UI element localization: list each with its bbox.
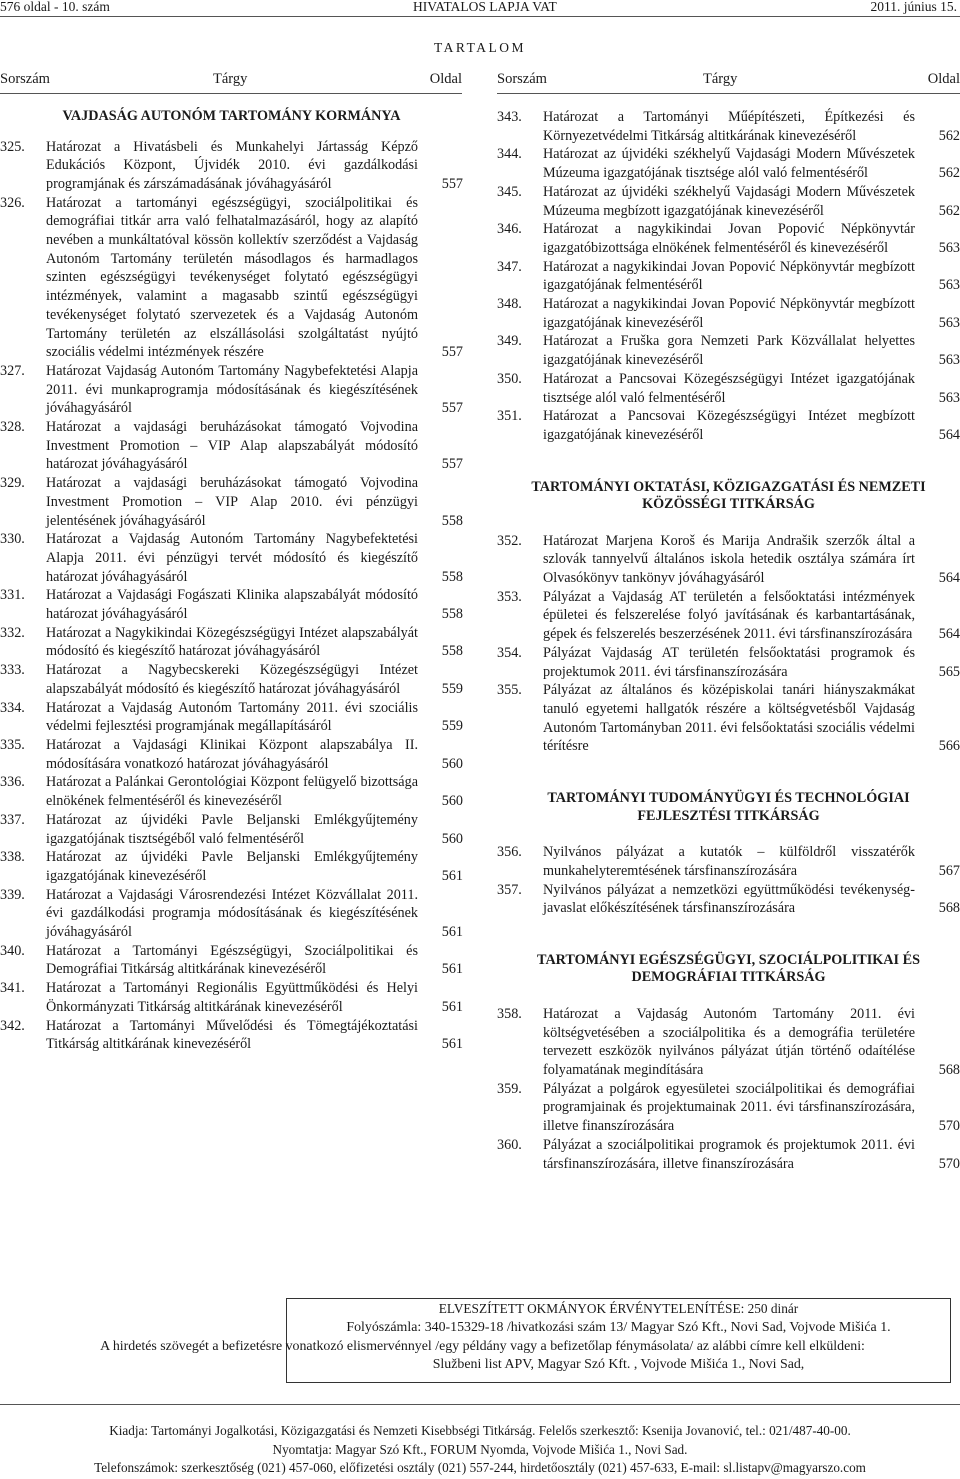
entry-title: Határozat Marjena Koroš és Marija Andrašik szerzők által a szlovák tannyelvű általános iskola hetedik osztálya számára írt Olvasókönyv tankönyv jóváhagyásáról [543,532,915,587]
entry-title: Határozat a nagykikindai Jovan Popović Népkönyvtár megbízott igazgatójának kinevezéséről [543,296,915,331]
entry-number: 325. [0,138,25,155]
toc-entry [497,332,960,369]
entry-number: 340. [0,942,25,959]
toc-entry [0,586,463,623]
entry-page: 557 [441,344,463,361]
entry-number: 350. [497,370,522,387]
toc-entry [0,773,463,810]
entry-title: Pályázat az általános és középiskolai tanári hiányszakmákat tanuló egyetemi hallgatók részére a költségvetésből Vajdaság Autonóm Tartományban 2011. évi felsőoktatási szociális védelmi térítésre [543,682,915,755]
entry-number: 334. [0,699,25,716]
entry-title: Határozat az újvidéki székhelyű Vajdasági Modern Művészetek Múzeuma igazgatójának tisztsége alól való felmentéséről [543,146,915,182]
entry-number: 346. [497,221,522,238]
toc-entry [0,474,463,530]
entry-number: 335. [0,737,25,753]
entry-page: 565 [938,663,960,680]
entry-page: 561 [441,924,463,941]
toc-entry [497,108,960,145]
entry-title: Határozat a Nagybecskereki Közegészségügyi Intézet alapszabályát módosító és kiegészítő határozat jóváhagyásáról [46,662,418,697]
toc-entry [497,1005,960,1080]
col-header-number: Sorszám [0,71,50,87]
entry-number: 327. [0,362,25,379]
entry-number: 330. [0,531,25,548]
toc-entry [0,811,463,848]
entry-page: 557 [441,456,463,473]
notice-instructions: A hirdetés szövegét a befizetésre vonatkozó elismervénnyel /egy példány vagy a befizetőlap fénymásolata/ az alábbi címre kell elküldeni: [100,1338,865,1354]
footer-divider [0,1404,960,1405]
entry-page: 566 [938,738,960,755]
entry-title: Határozat a nagykikindai Jovan Popović Népkönyvtár igazgatóbizottsága elnökének felmentéséről és kinevezéséről [543,221,915,256]
entry-title: Pályázat a szociálpolitikai programok és projektumok 2011. évi társfinanszírozására, illetve finanszírozására [543,1136,915,1172]
entry-title: Nyilvános pályázat a nemzetközi együttműködési tevékenység-javaslat előkészítésének társfinanszírozására [543,881,915,917]
imprint-contacts: Telefonszámok: szerkesztőség (021) 457-060, előfizetési osztály (021) 557-244, hirdetőosztály (021) 457-633, E-mail: sl.listapv@magyarszo.com [94,1460,866,1476]
page-number-issue: 576 oldal - 10. szám [0,0,110,14]
imprint [0,1422,960,1478]
toc-entry [0,886,463,942]
toc-entry [0,530,463,586]
notice-account: Folyószámla: 340-15329-18 /hivatkozási szám 13/ Magyar Szó Kft., Novi Sad, Vojvode Mišića 1. [346,1319,891,1335]
imprint-printer: Nyomtatja: Magyar Szó Kft., FORUM Nyomda, Vojvode Mišića 1., Novi Sad. [272,1441,688,1457]
entry-page: 570 [938,1118,960,1135]
entry-page: 564 [938,626,960,643]
toc-entry [0,979,463,1016]
right-column-header [497,71,960,87]
entry-title: Határozat a Tartományi Egészségügyi, Szociálpolitikai és Demográfiai Titkárság altitkárának kinevezéséről [46,942,418,978]
entry-number: 347. [497,258,522,275]
entry-page: 563 [938,239,960,256]
entry-title: Határozat az újvidéki Pavle Beljanski Emlékgyűjtemény igazgatójának tisztségéből való felmentéséről [46,811,418,847]
entry-number: 344. [497,146,522,163]
entry-number: 356. [497,844,522,861]
left-column-header [0,71,462,87]
entry-number: 354. [497,644,522,661]
notice-address: Službeni list APV, Magyar Szó Kft. , Vojvode Mišića 1., Novi Sad, [432,1357,805,1373]
entry-number: 351. [497,408,522,425]
entry-page: 561 [441,1036,463,1053]
notice-title: ELVESZÍTETT OKMÁNYOK ÉRVÉNYTELENÍTÉSE: 250 dinár [438,1301,799,1316]
entry-title: Határozat a Vajdaság Autonóm Tartomány 2011. évi költségvetésében a szociálpolitika és a demográfia területére tervezett eszközök nyilvános pályázat útján történő odaítélése folyamatának megindítására [543,1005,915,1079]
toc-entry [497,843,960,880]
entry-title: Határozat az újvidéki székhelyű Vajdasági Modern Művészetek Múzeuma megbízott igazgatójának kinevezéséről [543,183,915,219]
toc-entry [0,138,463,194]
entry-number: 348. [497,296,522,313]
entry-title: Határozat a Vajdasági Klinikai Központ alapszabálya II. módosítására vonatkozó határozat jóváhagyásáról [46,737,418,772]
toc-entry [497,145,960,182]
entry-page: 560 [441,755,463,772]
entry-number: 360. [497,1136,522,1153]
col-header-number: Sorszám [497,71,547,87]
entry-page: 558 [441,643,463,660]
section-heading: TARTOMÁNYI TUDOMÁNYÜGYI ÉS TECHNOLÓGIAI FEJLESZTÉSI TITKÁRSÁG [547,790,910,824]
toc-entry [497,588,960,644]
entry-number: 328. [0,419,25,436]
entry-title: Határozat a Pancsovai Közegészségügyi Intézet igazgatójának tisztsége alól való felmentéséről [543,370,915,406]
page-header [0,0,960,13]
publication-title: HIVATALOS LAPJA VAT [413,0,557,14]
entry-number: 336. [0,774,25,791]
toc-entry [497,295,960,332]
entry-number: 357. [497,881,522,898]
entry-page: 563 [938,389,960,406]
entry-page: 560 [441,793,463,810]
entry-number: 342. [0,1017,25,1034]
entry-page: 558 [441,606,463,623]
entry-number: 345. [497,183,522,200]
col-header-subject: Tárgy [703,71,738,87]
toc-entry [0,942,463,979]
entry-page: 560 [441,830,463,847]
entry-title: Pályázat a Vajdaság AT területén a felsőoktatási intézmények épületei és felszerelése folyó javításának és karbantartásának, gépek és felszerelés beszerzésének 2011. évi társfinanszírozására [543,588,915,643]
entry-title: Határozat az újvidéki Pavle Beljanski Emlékgyűjtemény igazgatójának kinevezéséről [46,849,418,884]
entry-title: Határozat a Vajdaság Autonóm Tartomány Nagybefektetési Alapja 2011. évi pénzügyi tervét módosító és kiegészítő határozat jóváhagyásáról [46,531,418,585]
toc-entry [497,407,960,444]
toc-entry [0,699,463,736]
entry-page: 559 [441,718,463,735]
toc-entry [0,624,463,661]
entry-number: 343. [497,109,522,125]
toc-entry [497,183,960,220]
entry-page: 567 [938,862,960,879]
entry-title: Határozat a Hivatásbeli és Munkahelyi Jártasság Képző Edukációs Központ, Újvidék 2010. évi gazdálkodási programjának és zárszámadásának jóváhagyásáról [46,138,418,192]
toc-entry [0,362,463,418]
entry-page: 563 [938,314,960,331]
entry-page: 562 [938,202,960,219]
entry-title: Határozat a Fruška gora Nemzeti Park Közvállalat helyettes igazgatójának kinevezéséről [543,333,915,369]
entry-title: Határozat a Pancsovai Közegészségügyi Intézet megbízott igazgatójának kinevezéséről [543,408,915,443]
entry-number: 329. [0,475,25,492]
entry-title: Határozat a Tartományi Művelődési és Tömegtájékoztatási Titkárság altitkárának kinevezéséről [46,1017,418,1053]
entry-title: Határozat a Tartományi Műépítészeti, Építkezési és Környezetvédelmi Titkárság altitkárának kinevezéséről [543,109,915,144]
entry-title: Határozat a Tartományi Regionális Együttműködési és Helyi Önkormányzati Titkárság altitkárának kinevezéséről [46,980,418,1015]
entry-page: 564 [938,570,960,587]
entry-number: 341. [0,980,25,997]
toc-entry [497,1080,960,1136]
entry-page: 557 [441,400,463,417]
entry-number: 338. [0,849,25,866]
entry-page: 558 [441,512,463,529]
entry-page: 568 [938,900,960,917]
entry-title: Nyilvános pályázat a kutatók – külföldről visszatérők munkahelyteremtésének társfinanszírozására [543,844,915,879]
publication-date: 2011. június 15. [870,0,957,14]
entry-title: Határozat Vajdaság Autonóm Tartomány Nagybefektetési Alapja 2011. évi munkaprogramja módosításának és kiegészítésének jóváhagyásáról [46,362,418,417]
entry-page: 561 [441,961,463,978]
entry-number: 326. [0,194,25,211]
entry-title: Határozat a Vajdasági Városrendezési Intézet Közvállalat 2011. évi gazdálkodási programja módosításának és kiegészítésének jóváhagyásáról [46,886,418,941]
entry-number: 353. [497,588,522,605]
header-divider [0,16,960,17]
entry-title: Határozat a Nagykikindai Közegészségügyi Intézet alapszabályát módosító és kiegészítő határozat jóváhagyásáról [46,624,418,660]
entry-page: 563 [938,277,960,294]
toc-entry [0,736,463,773]
entry-title: Határozat a Palánkai Gerontológiai Központ felügyelő bizottsága elnökének felmentéséről és kinevezéséről [46,774,418,810]
imprint-publisher: Kiadja: Tartományi Jogalkotási, Közigazgatási és Nemzeti Kisebbségi Titkárság. Felelős szerkesztő: Ksenija Jovanović, tel.: 021/487-40-00. [109,1423,851,1438]
toc-entry [0,418,463,474]
entry-number: 355. [497,682,522,699]
entry-title: Határozat a vajdasági beruházásokat támogató Vojvodina Investment Promotion – VIP Alap alapszabályát módosító határozat jóváhagyásáról [46,419,418,473]
col-header-page: Oldal [429,71,462,87]
entry-number: 352. [497,532,522,549]
entry-title: Pályázat Vajdaság AT területén felsőoktatási programok és projektumok 2011. évi társfinanszírozására [543,644,915,680]
entry-page: 561 [441,867,463,884]
toc-entry [0,1017,463,1054]
left-toc-column [0,108,463,1054]
toc-entry [497,258,960,295]
entry-page: 562 [938,165,960,182]
section-heading: VAJDASÁG AUTONÓM TARTOMÁNY KORMÁNYA [62,108,401,124]
toc-entry [497,370,960,407]
toc-entry [497,644,960,681]
col-header-subject: Tárgy [213,71,248,87]
entry-title: Határozat a Vajdaság Autonóm Tartomány 2011. évi szociális védelmi fejlesztési programjának megállapításáról [46,699,418,735]
toc-entry [497,1136,960,1173]
entry-number: 339. [0,886,25,903]
entry-page: 558 [441,568,463,585]
entry-page: 562 [938,127,960,144]
entry-title: Határozat a nagykikindai Jovan Popović Népkönyvtár megbízott igazgatójának felmentéséről [543,258,915,294]
entry-number: 332. [0,624,25,641]
toc-entry [497,881,960,918]
entry-title: Pályázat a polgárok egyesületei szociálpolitikai és demográfiai programjainak és projektumainak 2011. évi társfinanszírozására, illetve finanszírozására [543,1080,915,1135]
entry-number: 333. [0,662,25,679]
entry-page: 557 [441,175,463,192]
entry-page: 561 [441,998,463,1015]
entry-page: 563 [938,352,960,369]
left-column-header-divider [0,93,462,94]
entry-page: 568 [938,1062,960,1079]
section-heading: TARTOMÁNYI OKTATÁSI, KÖZIGAZGATÁSI ÉS NEMZETI KÖZÖSSÉGI TITKÁRSÁG [531,478,926,513]
entry-number: 358. [497,1005,522,1022]
entry-page: 559 [441,680,463,697]
notice-box [100,1298,951,1383]
toc-entry [0,661,463,698]
toc-title: TARTALOM [433,40,527,55]
toc-entry [0,194,463,362]
toc-entry [0,848,463,885]
entry-number: 359. [497,1080,522,1097]
entry-number: 337. [0,811,25,828]
section-heading: TARTOMÁNYI EGÉSZSÉGÜGYI, SZOCIÁLPOLITIKAI ÉS DEMOGRÁFIAI TITKÁRSÁG [537,951,920,986]
entry-page: 570 [938,1155,960,1172]
entry-title: Határozat a vajdasági beruházásokat támogató Vojvodina Investment Promotion – VIP Alap 2010. évi pénzügyi jelentésének jóváhagyásáról [46,475,418,529]
toc-entry [497,532,960,588]
entry-page: 564 [938,426,960,443]
entry-title: Határozat a Vajdasági Fogászati Klinika alapszabályát módosító határozat jóváhagyásáról [46,587,418,623]
entry-title: Határozat a tartományi egészségügyi, szociálpolitikai és demográfiai titkár arra való felhatalmazásáról, hogy az alapító nevében a munkáltatóval kössön kollektív szerződést a Vajdaság Autonóm Tartomány területén másodlagos és harmadlagos szinten egészségügyi tevékenységet folytató egészségügyi intézmények, valamint a magasabb szintű egészségügyi tevékenységet folytató szervezetek és a Vajdaság Autonóm Tartomány területén az elszállásolási szolgáltatást nyújtó szociális védelmi intézmények részére [46,194,418,361]
right-column-header-divider [497,93,960,94]
toc-entry [497,681,960,756]
entry-number: 349. [497,333,522,350]
col-header-page: Oldal [927,71,960,87]
right-toc-column [497,108,960,1173]
entry-number: 331. [0,587,25,604]
toc-entry [497,220,960,257]
